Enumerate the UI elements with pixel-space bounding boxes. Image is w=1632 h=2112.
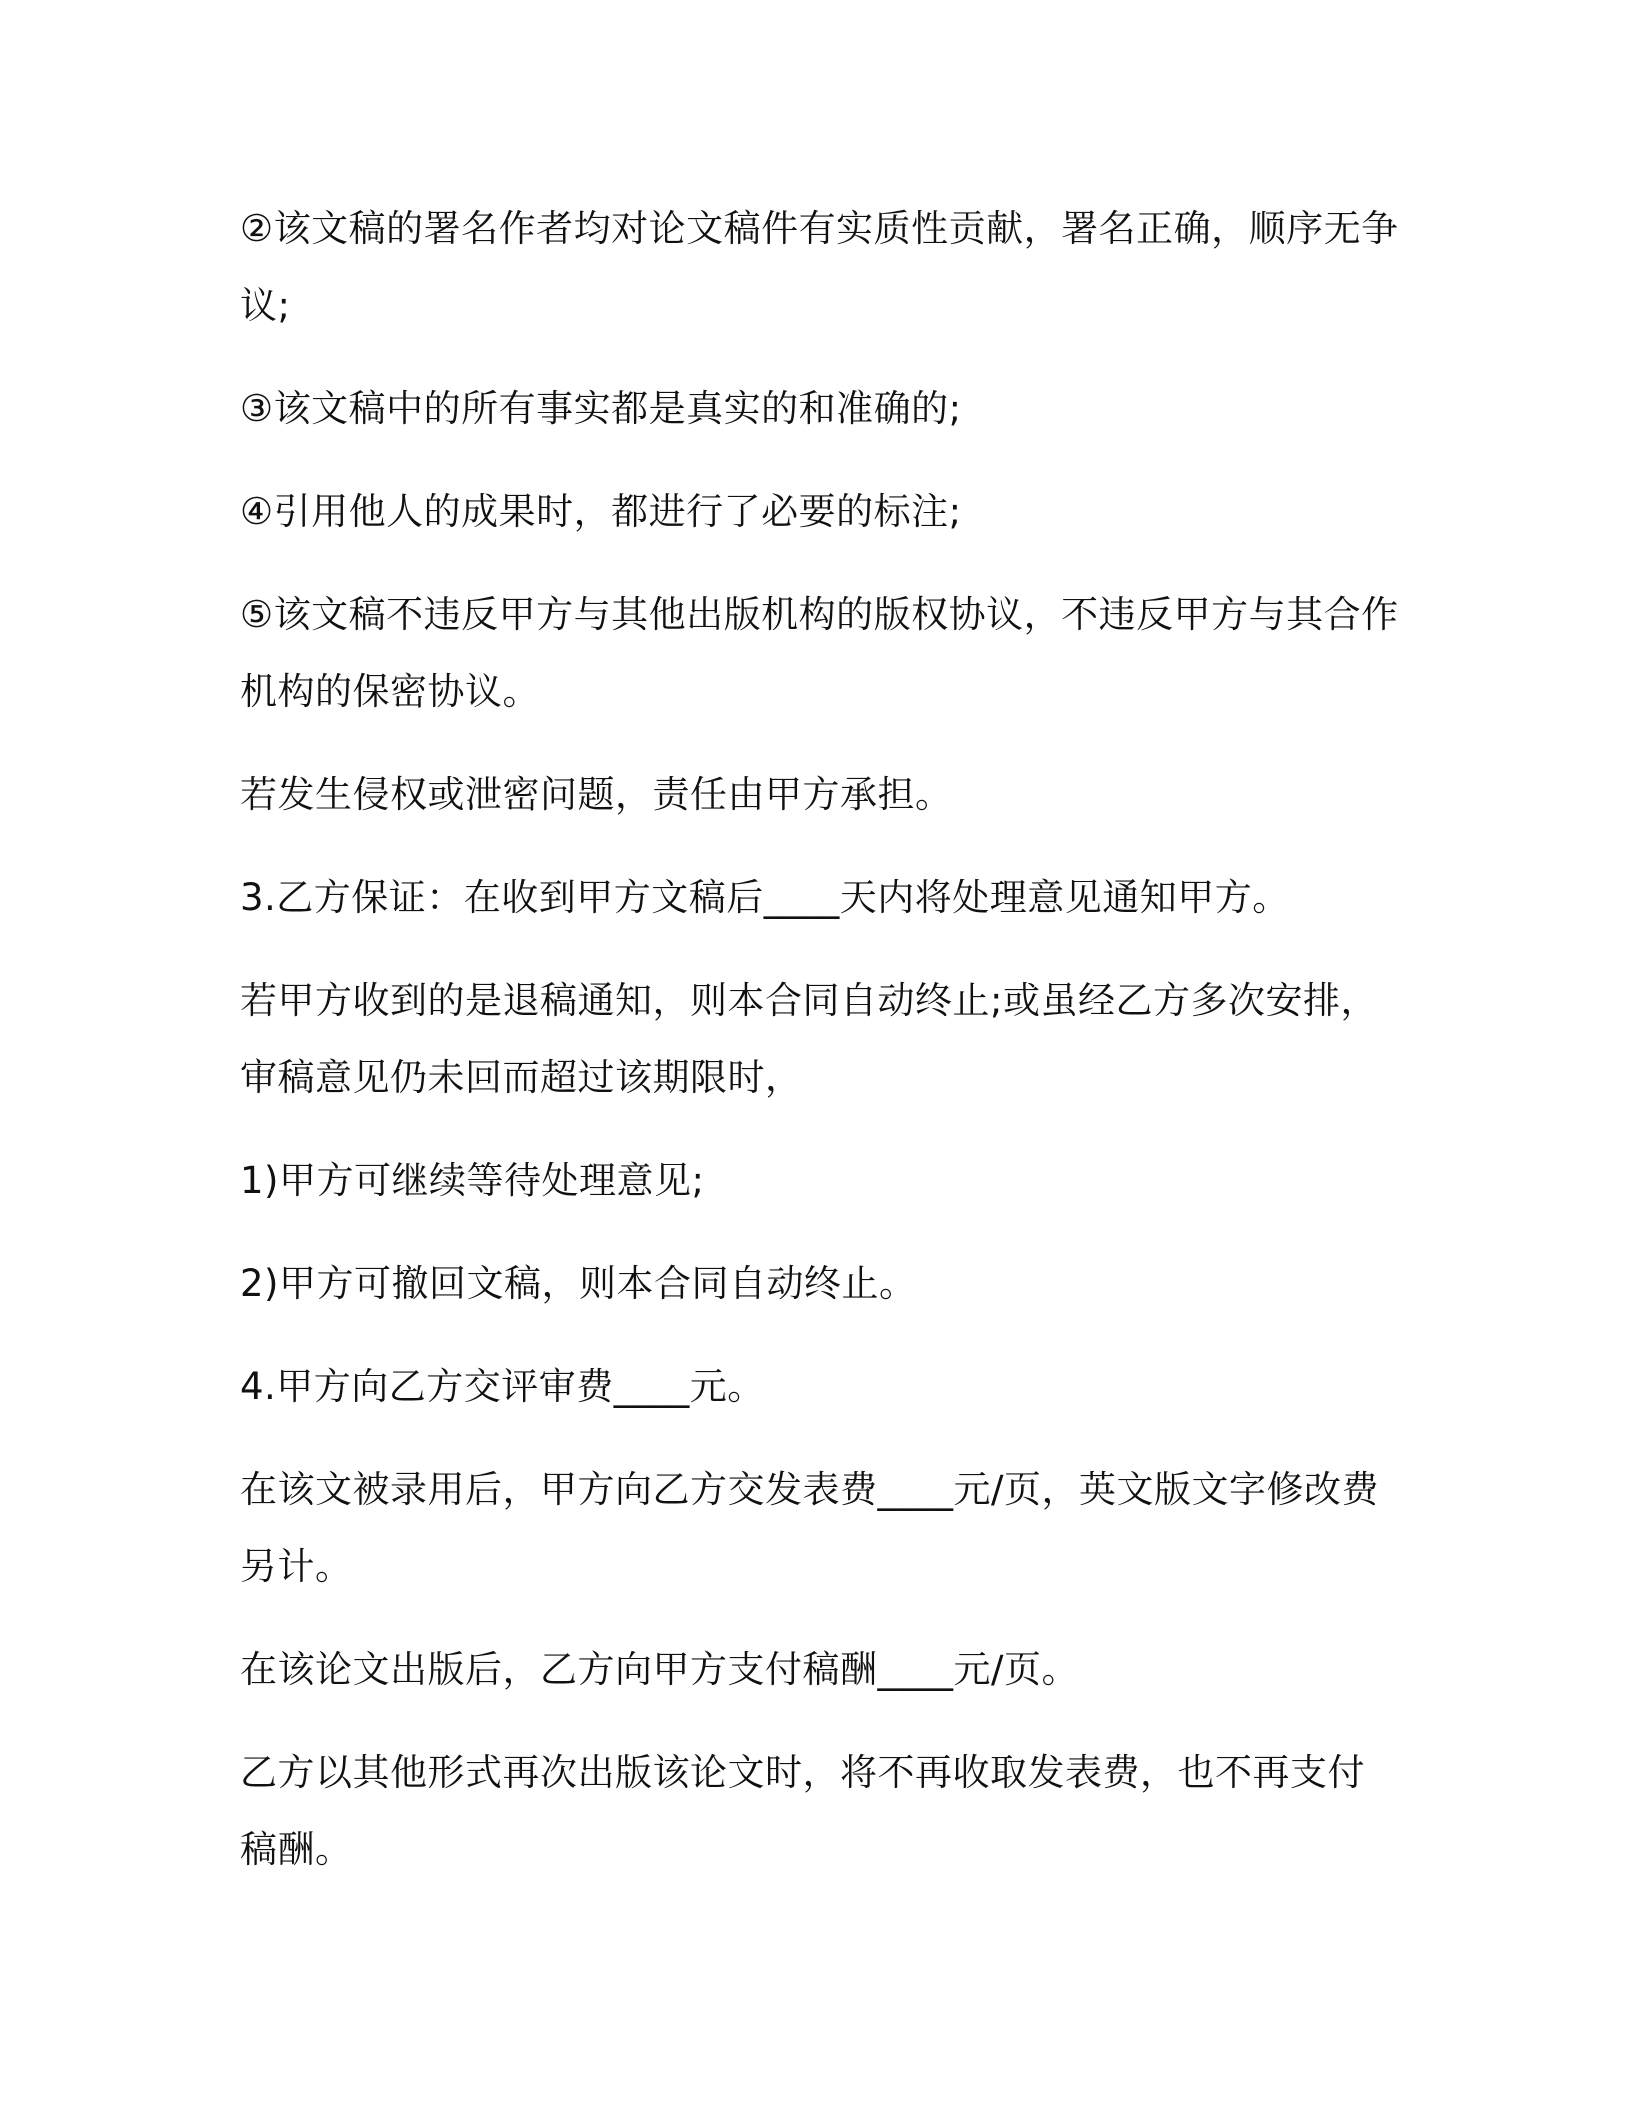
republication-terms: 乙方以其他形式再次出版该论文时，将不再收取发表费，也不再支付稿酬。 [240, 1751, 1365, 1871]
section-3-guarantee: 3.乙方保证：在收到甲方文稿后____天内将处理意见通知甲方。 [240, 876, 1290, 919]
clause-3-facts: ③该文稿中的所有事实都是真实的和准确的; [240, 387, 962, 430]
option-1-wait: 1)甲方可继续等待处理意见; [240, 1159, 705, 1202]
clause-4-citations: ④引用他人的成果时，都进行了必要的标注; [240, 490, 962, 533]
clause-5-agreements: ⑤该文稿不违反甲方与其他出版机构的版权协议，不违反甲方与其合作机构的保密协议。 [240, 593, 1399, 713]
author-remuneration: 在该论文出版后，乙方向甲方支付稿酬____元/页。 [240, 1648, 1079, 1691]
section-4-review-fee: 4.甲方向乙方交评审费____元。 [240, 1365, 765, 1408]
clause-2-authorship: ②该文稿的署名作者均对论文稿件有实质性贡献，署名正确，顺序无争议; [240, 207, 1399, 327]
rejection-terms: 若甲方收到的是退稿通知，则本合同自动终止;或虽经乙方多次安排，审稿意见仍未回而超过该期限时， [240, 979, 1378, 1099]
document-body [240, 190, 1400, 1914]
liability-statement: 若发生侵权或泄密问题，责任由甲方承担。 [240, 773, 953, 816]
publication-fee: 在该文被录用后，甲方向乙方交发表费____元/页，英文版文字修改费另计。 [240, 1468, 1379, 1588]
option-2-withdraw: 2)甲方可撤回文稿，则本合同自动终止。 [240, 1262, 917, 1305]
